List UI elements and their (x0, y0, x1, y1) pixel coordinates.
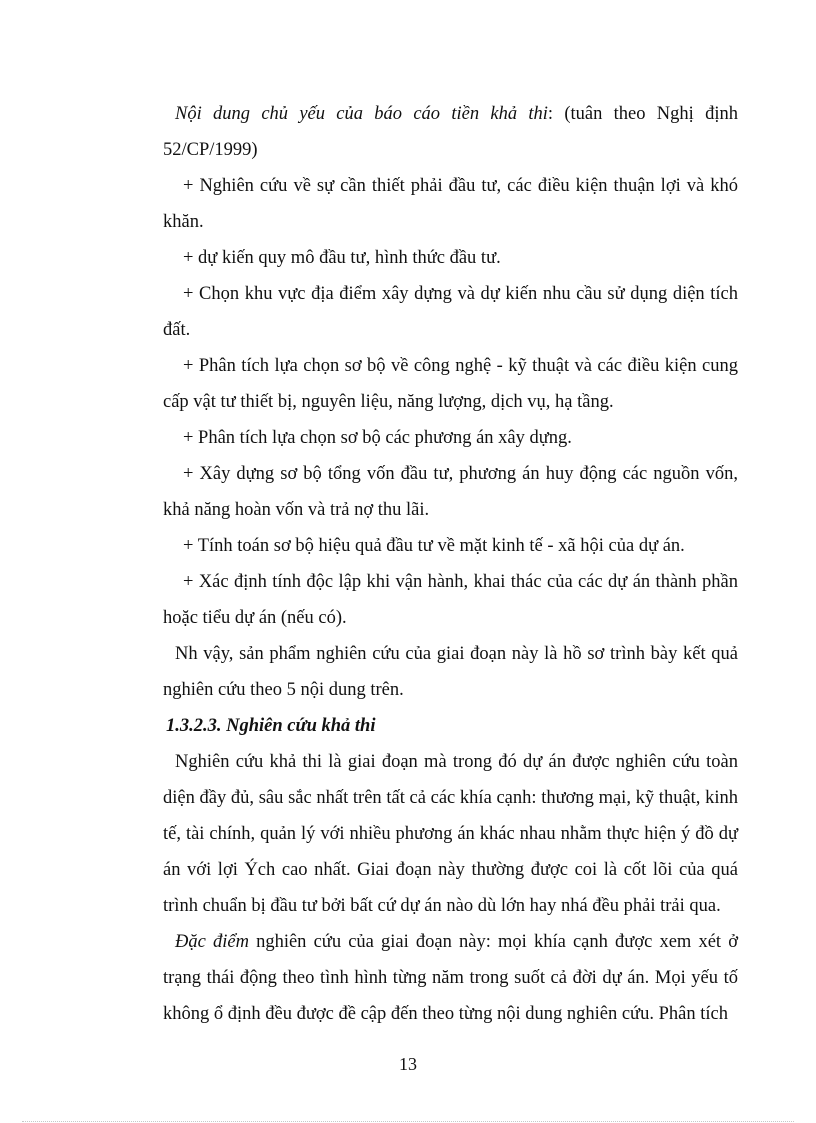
page-number: 13 (399, 1054, 417, 1074)
feasibility-paragraph: Nghiên cứu khả thi là giai đoạn mà trong đó dự án được nghiên cứu toàn diện đầy đủ, sâu sắc nhất trên tất cả các khía cạnh: thương mại, kỹ thuật, kinh tế, tài chính, quản lý với nhiều phương án khác nhau nhằm thực hiện ý đồ dự án với lợi Ých cao nhất. Giai đoạn này thường được coi là cốt lõi của quá trình chuẩn bị đầu tư bởi bất cứ dự án nào dù lớn hay nhá đều phải trải qua. (163, 752, 738, 916)
section-heading: 1.3.2.3. Nghiên cứu khả thi (166, 716, 376, 736)
bullet-capital-plan: + Xây dựng sơ bộ tổng vốn đầu tư, phương án huy động các nguồn vốn, khả năng hoàn vốn và trả nợ thu lãi. (163, 464, 738, 520)
bullet-need-for-investment: + Nghiên cứu về sự cần thiết phải đầu tư, các điều kiện thuận lợi và khó khăn. (163, 176, 738, 232)
intro-rest: : (tuân theo Nghị định 52/CP/1999) (163, 104, 738, 160)
feature-paragraph (163, 924, 738, 1032)
bullet-technology-analysis: + Phân tích lựa chọn sơ bộ về công nghệ - kỹ thuật và các điều kiện cung cấp vật tư thiết bị, nguyên liệu, năng lượng, dịch vụ, hạ tầng. (163, 356, 738, 412)
bullet-site-selection: + Chọn khu vực địa điểm xây dựng và dự kiến nhu cầu sử dụng diện tích đất. (163, 284, 738, 340)
intro-paragraph (163, 96, 738, 168)
bullet-construction-options: + Phân tích lựa chọn sơ bộ các phương án xây dựng. (183, 428, 572, 448)
bullet-efficiency: + Tính toán sơ bộ hiệu quả đầu tư về mặt kinh tế - xã hội của dự án. (183, 536, 685, 556)
document-body (163, 96, 738, 1032)
feature-rest: nghiên cứu của giai đoạn này: mọi khía cạnh được xem xét ở trạng thái động theo tình hình từng năm trong suốt cả đời dự án. Mọi yếu tố không ổ định đều được đề cập đến theo từng nội dung nghiên cứu. Phân tích (163, 932, 738, 1024)
bullet-investment-scale: + dự kiến quy mô đầu tư, hình thức đầu tư. (183, 248, 501, 268)
intro-italic-term: Nội dung chủ yếu của báo cáo tiền khả thi (175, 104, 548, 124)
page-bottom-divider (22, 1121, 794, 1122)
summary-paragraph: Nh vậy, sản phẩm nghiên cứu của giai đoạn này là hồ sơ trình bày kết quả nghiên cứu theo 5 nội dung trên. (163, 644, 738, 700)
bullet-independence: + Xác định tính độc lập khi vận hành, khai thác của các dự án thành phần hoặc tiểu dự án (nếu có). (163, 572, 738, 628)
feature-italic-term: Đặc điểm (175, 932, 249, 952)
